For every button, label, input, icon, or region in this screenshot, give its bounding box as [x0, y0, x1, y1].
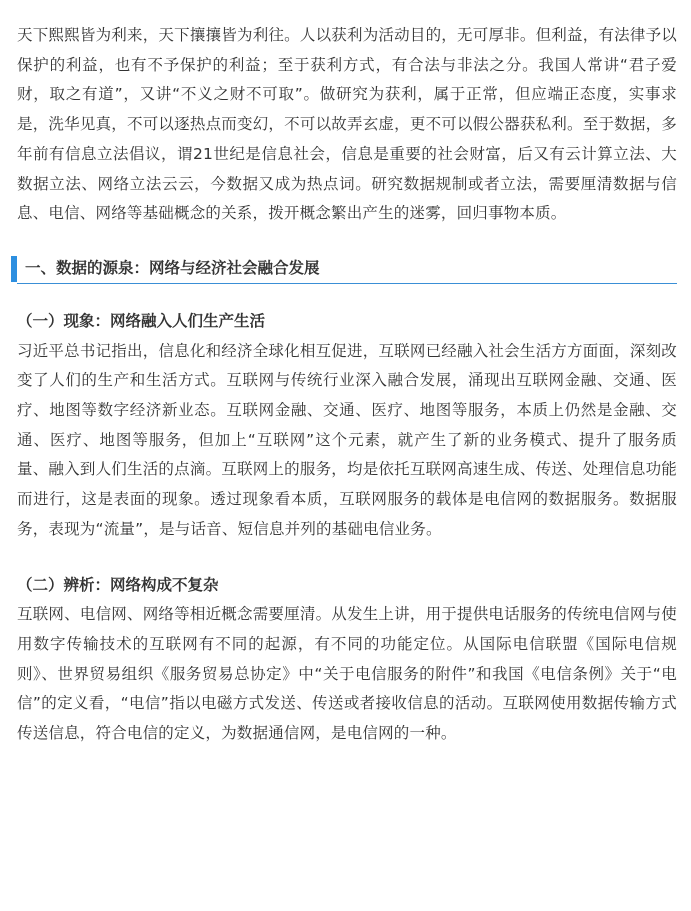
intro-paragraph: 天下熙熙皆为利来，天下攘攘皆为利往。人以获利为活动目的，无可厚非。但利益，有法律予以保护的利益，也有不予保护的利益；至于获利方式，有合法与非法之分。我国人常讲“君子爱财，取之有道”，又讲“不义之财不可取”。做研究为获利，属于正常，但应端正态度，实事求是，洗华见真，不可以逐热点而变幻，不可以故弄玄虚，更不可以假公器获私利。至于数据，多年前有信息立法倡议，谓21世纪是信息社会，信息是重要的社会财富，后又有云计算立法、大数据立法、网络立法云云，今数据又成为热点词。研究数据规制或者立法，需要厘清数据与信息、电信、网络等基础概念的关系，拨开概念繁出产生的迷雾，回归事物本质。 — [17, 26, 677, 223]
subsection-heading-1: （一）现象：网络融入人们生产生活 — [17, 311, 266, 330]
subsection-paragraph-2: 互联网、电信网、网络等相近概念需要厘清。从发生上讲，用于提供电话服务的传统电信网与使用数字传输技术的互联网有不同的起源，有不同的功能定位。从国际电信联盟《国际电信规则》、世界贸易组织《服务贸易总协定》中“关于电信服务的附件”和我国《电信条例》关于“电信”的定义看，“电信”指以电磁方式发送、传送或者接收信息的活动。互联网使用数据传输方式传送信息，符合电信的定义，为数据通信网，是电信网的一种。 — [17, 605, 677, 743]
section-accent-bar — [11, 256, 17, 282]
section-title: 一、数据的源泉：网络与经济社会融合发展 — [25, 258, 320, 277]
article-body — [17, 21, 677, 749]
subsection-paragraph-1: 习近平总书记指出，信息化和经济全球化相互促进，互联网已经融入社会生活方方面面，深刻改变了人们的生产和生活方式。互联网与传统行业深入融合发展，涌现出互联网金融、交通、医疗、地图等数字经济新业态。互联网金融、交通、医疗、地图等服务，本质上仍然是金融、交通、医疗、地图等服务，但加上“互联网”这个元素，就产生了新的业务模式、提升了服务质量、融入到人们生活的点滴。互联网上的服务，均是依托互联网高速生成、传送、处理信息功能而进行，这是表面的现象。透过现象看本质，互联网服务的载体是电信网的数据服务。数据服务，表现为“流量”，是与话音、短信息并列的基础电信业务。 — [17, 341, 677, 538]
subsection-heading-2: （二）辨析：网络构成不复杂 — [17, 575, 219, 594]
section-heading — [17, 255, 677, 284]
